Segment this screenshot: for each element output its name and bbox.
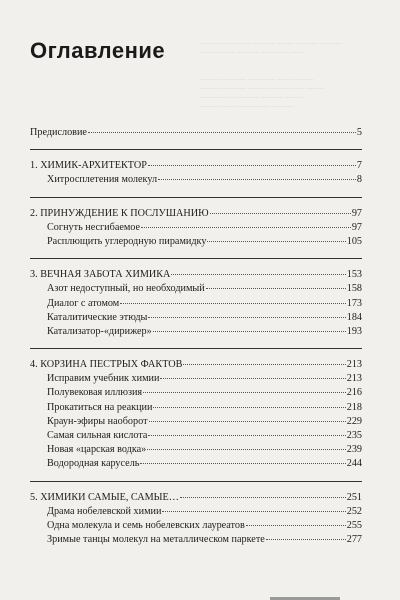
toc-page-number: 277: [346, 534, 362, 546]
dot-leader: [207, 241, 345, 242]
dot-leader: [141, 227, 351, 228]
dot-leader: [148, 435, 345, 436]
toc-chapter[interactable]: [30, 268, 362, 282]
toc-subentry[interactable]: [30, 235, 362, 249]
toc-chapter[interactable]: [30, 491, 362, 505]
toc-subentry[interactable]: [30, 325, 362, 339]
dot-leader: [147, 449, 345, 450]
toc-entry-title: Краун-эфиры наоборот: [47, 415, 148, 427]
toc-page-number: 218: [346, 401, 362, 413]
toc-subentry[interactable]: [30, 372, 362, 386]
dot-leader: [171, 274, 345, 275]
dot-leader: [148, 317, 345, 318]
toc-chapter[interactable]: [30, 207, 362, 221]
toc-page-number: 97: [351, 207, 362, 219]
section-divider: [30, 481, 362, 482]
toc-entry-title: Согнуть несгибаемое: [47, 221, 141, 233]
toc-page-number: 255: [346, 519, 362, 531]
toc-subentry[interactable]: [30, 221, 362, 235]
toc-entry-title: Азот недоступный, но необходимый: [47, 283, 205, 295]
dot-leader: [158, 179, 356, 180]
toc-subentry[interactable]: [30, 173, 362, 187]
toc-page-number: 235: [346, 430, 362, 441]
section-divider: [30, 149, 362, 150]
toc-subentry[interactable]: [30, 443, 362, 457]
dot-leader: [153, 331, 346, 332]
toc-subentry[interactable]: [30, 311, 362, 325]
toc-entry-title: Каталитические этюды: [47, 311, 148, 323]
toc-page-number: 184: [346, 311, 362, 323]
toc-page-number: 105: [346, 235, 362, 247]
toc-page-number: 97: [351, 221, 362, 233]
toc-page-number: 213: [346, 373, 362, 385]
dot-leader: [206, 288, 346, 289]
dot-leader: [183, 364, 345, 365]
toc-entry-title: Новая «царская водка»: [47, 444, 147, 456]
toc-page-number: 239: [346, 444, 362, 456]
toc-entry-title: Водородная карусель: [47, 458, 140, 470]
table-of-contents: [30, 126, 362, 547]
dot-leader: [162, 511, 345, 512]
toc-entry-title: Хитросплетения молекул: [47, 174, 158, 186]
dot-leader: [266, 539, 346, 540]
dot-leader: [246, 525, 346, 526]
toc-page-number: 158: [346, 283, 362, 295]
toc-entry-title: Одна молекула и семь нобелевских лауреатов: [47, 519, 245, 531]
toc-entry-title: Драма нобелевской химии: [47, 505, 162, 517]
toc-page-number: 173: [346, 297, 362, 309]
toc-page-number: 193: [346, 325, 362, 337]
toc-entry-title: Зримые танцы молекул на металлическом паркете: [47, 534, 265, 546]
dot-leader: [140, 463, 345, 464]
toc-entry-title: Прокатиться на реакции: [47, 401, 153, 413]
toc-subentry[interactable]: [30, 297, 362, 311]
toc-page-number: 252: [346, 505, 362, 517]
bleed-through-text: ─── ──────── ───── ──── ───── ───── ──────── ───── ────── ─── ──── ────── ────── ─── ───── ──── ────── ──── ───── ─── ──── ─────── ────── ───── ──── ──── ─── ──────── ─────: [200, 41, 343, 110]
dot-leader: [210, 213, 351, 214]
toc-page-number: 229: [346, 415, 362, 427]
toc-page-number: 8: [356, 174, 362, 186]
section-divider: [30, 348, 362, 349]
toc-page-number: 153: [346, 269, 362, 281]
dot-leader: [149, 421, 346, 422]
toc-page-number: 216: [346, 387, 362, 399]
toc-subentry[interactable]: [30, 282, 362, 296]
toc-entry-title: Катализатор-«дирижер»: [47, 325, 152, 337]
toc-entry-title: 4. КОРЗИНА ПЕСТРЫХ ФАКТОВ: [30, 359, 183, 371]
toc-subentry[interactable]: [30, 386, 362, 400]
toc-subentry[interactable]: [30, 415, 362, 429]
toc-page-number: 244: [346, 458, 362, 470]
toc-entry-title: Полувековая иллюзия: [47, 387, 143, 399]
toc-page-number: 5: [356, 127, 362, 138]
toc-page-number: 213: [346, 359, 362, 371]
toc-entry-title: 2. ПРИНУЖДЕНИЕ К ПОСЛУШАНИЮ: [30, 207, 209, 219]
dot-leader: [143, 392, 346, 393]
section-divider: [30, 258, 362, 259]
dot-leader: [180, 497, 346, 498]
toc-chapter[interactable]: [30, 358, 362, 372]
dot-leader: [148, 165, 356, 166]
toc-entry-title: 5. ХИМИКИ САМЫЕ, САМЫЕ…: [30, 491, 179, 503]
toc-subentry[interactable]: [30, 429, 362, 443]
toc-chapter[interactable]: [30, 159, 362, 173]
toc-entry-title: 1. ХИМИК-АРХИТЕКТОР: [30, 160, 147, 172]
toc-entry-title: Предисловие: [30, 127, 87, 138]
toc-page-number: 7: [356, 160, 362, 172]
toc-entry-title: Диалог с атомом: [47, 297, 120, 309]
dot-leader: [120, 303, 345, 304]
toc-subentry[interactable]: [30, 533, 362, 547]
dot-leader: [88, 132, 356, 133]
toc-subentry[interactable]: [30, 519, 362, 533]
toc-entry-title: Исправим учебник химии: [47, 373, 160, 385]
toc-subentry[interactable]: [30, 457, 362, 471]
toc-chapter[interactable]: [30, 126, 362, 140]
toc-entry-title: Расплющить углеродную пирамидку: [47, 235, 207, 247]
dot-leader: [160, 378, 345, 379]
toc-entry-title: Самая сильная кислота: [47, 430, 148, 441]
toc-subentry[interactable]: [30, 505, 362, 519]
section-divider: [30, 197, 362, 198]
toc-subentry[interactable]: [30, 401, 362, 415]
page-title: Оглавление: [30, 38, 166, 63]
dot-leader: [153, 407, 345, 408]
toc-entry-title: 3. ВЕЧНАЯ ЗАБОТА ХИМИКА: [30, 269, 171, 281]
toc-page-number: 251: [346, 491, 362, 503]
